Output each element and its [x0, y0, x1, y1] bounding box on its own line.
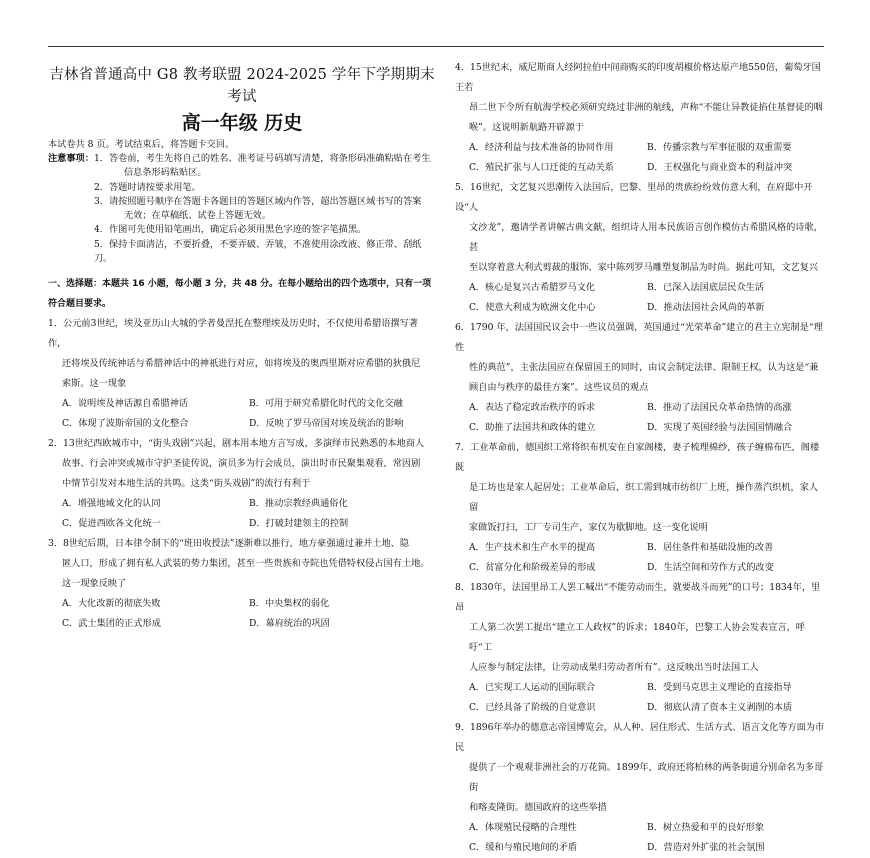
option-grid [48, 594, 436, 634]
answer-option: A．表达了稳定政治秩序的诉求 [469, 402, 596, 413]
answer-option: A．核心是复兴古希腊罗马文化 [469, 282, 596, 293]
notice-block [48, 152, 436, 266]
question [48, 314, 436, 434]
answer-option: D．生活空间和劳作方式的改变 [647, 562, 774, 573]
question-stem-line: 提供了一个观观非洲社会的万花筒。1899年，政府还将柏林的两条街道分别命名为多哥街 [469, 762, 824, 793]
question-stem-line: 2．13世纪西欧城市中，“街头戏剧”兴起，剧本用本地方言写成，多演绎市民熟悉的本地商人 [48, 438, 425, 450]
left-question-list [48, 314, 436, 634]
answer-option: C．殖民扩张与人口迁徙的互动关系 [469, 162, 614, 173]
question-stem-line: 顾自由与秩序的最佳方案”。这些议员的观点 [469, 382, 649, 393]
answer-option: A．经济利益与技术准备的协同作用 [469, 142, 614, 153]
notice-item: 无效；在草稿纸、试卷上答题无效。 [123, 210, 271, 222]
question-stem-line: 索斯。这一现象 [62, 378, 127, 390]
answer-option: D．推动法国社会风尚的革新 [647, 302, 765, 313]
answer-option: A．说明埃及神话源自希腊神话 [62, 398, 189, 410]
question-stem-line: 家做饭打扫，工厂专司生产，家仅为歇脚地。这一变化说明 [469, 522, 708, 533]
question-stem-line: 9．1896年举办的德意志帝国博览会，从人种、居住形式、生活方式、语言文化等方面为市民 [455, 722, 825, 753]
notice-item: 4．作图可先使用铅笔画出，确定后必须用黑色字迹的签字笔描黑。 [93, 224, 367, 236]
answer-option: C．已经具备了阶级的自觉意识 [469, 702, 596, 713]
question-stem-line: 性的典范”，主张法国应在保留国王的同时，由议会制定法律、限制王权，认为这是“兼 [469, 362, 819, 373]
notice-item: 5．保持卡面清洁，不要折叠，不要弄破、弄皱，不准使用涂改液、修正带、刮纸刀。 [93, 238, 422, 265]
answer-option: C．使意大利成为欧洲文化中心 [469, 302, 596, 313]
option-grid [455, 678, 825, 718]
answer-option: B．传播宗教与军事征服的双重需要 [647, 142, 792, 153]
notice-label: 注意事项： [48, 153, 94, 164]
question-stem-line: 是工坊也是家人起居处；工业革命后，织工需到城市纺织厂上班，操作蒸汽织机，家人留 [469, 482, 819, 513]
answer-option: B．受到马克思主义理论的直接指导 [647, 682, 792, 693]
option-grid [455, 278, 825, 318]
answer-option: A．体现殖民侵略的合理性 [469, 822, 577, 833]
question [455, 578, 825, 718]
question-stem-line: 喉”。这说明新航路开辟源于 [469, 122, 584, 133]
answer-option: A．已实现工人运动的国际联合 [469, 682, 596, 693]
answer-option: D．反映了罗马帝国对埃及统治的影响 [249, 418, 404, 430]
answer-option: C．贫富分化和阶级差异的形成 [469, 562, 596, 573]
answer-option: C．武士集团的正式形成 [62, 618, 161, 630]
option-grid [48, 394, 436, 434]
notice-list [94, 152, 436, 266]
right-column [455, 58, 825, 858]
section-heading-line: 一、选择题：本题共 16 小题，每小题 3 分，共 48 分。在每小题给出的四个选项中，只有一项 [48, 279, 432, 290]
question-stem-line: 3．8世纪后期，日本律令制下的“班田收授法”逐渐难以推行，地方豪强通过兼并土地、隐 [48, 538, 410, 550]
question [455, 318, 825, 438]
question-stem-line: 5．16世纪，文艺复兴思潮传入法国后，巴黎、里昂的贵族纷纷效仿意大利，在府邸中开设“人 [455, 182, 813, 213]
option-grid [455, 138, 825, 178]
answer-option: B．中央集权的弱化 [249, 598, 330, 610]
answer-option: A．大化改新的彻底失败 [62, 598, 161, 610]
question-stem-line: 这一现象反映了 [62, 578, 127, 590]
question [455, 58, 825, 178]
answer-option: B．推动了法国民众革命热情的高涨 [647, 402, 792, 413]
answer-option: B．居住条件和基础设施的改善 [647, 542, 774, 553]
top-rule [48, 46, 824, 47]
question-stem-line: 7．工业革命前，德国织工常将织布机安在自家阁楼，妻子梳理棉纱，孩子缠棉布匹，阁楼既 [455, 442, 820, 473]
question-stem-line: 还将埃及传统神话与希腊神话中的神祇进行对应，如将埃及的奥西里斯对应希腊的狄俄尼 [62, 358, 421, 370]
left-column [48, 58, 436, 634]
question [455, 718, 825, 858]
option-grid [455, 538, 825, 578]
answer-option: A．生产技术和生产水平的提高 [469, 542, 596, 553]
question-stem-line: 4．15世纪末，威尼斯商人经阿拉伯中间商购买的印度胡椒价格达原产地550倍，葡萄牙国王若 [455, 62, 821, 93]
answer-option: D．彻底认清了资本主义剥削的本质 [647, 702, 793, 713]
question [455, 178, 825, 318]
question-stem-line: 6．1790 年，法国国民议会中一些议员强调，英国通过“光荣革命”建立的君主立宪制是“理性 [455, 322, 823, 353]
question [48, 534, 436, 634]
question-stem-line: 8．1830年，法国里昂工人罢工喊出“不能劳动而生，就要战斗而死”的口号；1834年，里昂 [455, 582, 821, 613]
option-grid [48, 494, 436, 534]
answer-option: C．助推了法国共和政体的建立 [469, 422, 596, 433]
exam-subtitle: 高一年级 历史 [181, 112, 303, 134]
answer-option: B．推动宗教经典通俗化 [249, 498, 348, 510]
option-grid [455, 818, 825, 858]
answer-option: A．增强地域文化的认同 [62, 498, 161, 510]
option-grid [455, 398, 825, 438]
question [455, 438, 825, 578]
answer-option: B．可用于研究希腊化时代的文化交融 [249, 398, 403, 410]
notice-item: 信息条形码粘贴区。 [123, 167, 207, 179]
answer-option: B．已深入法国底层民众生活 [647, 282, 765, 293]
question-stem-line: 文沙龙”，邀请学者讲解古典文献，组织诗人用本民族语言创作模仿古希腊风格的诗歌，甚 [469, 222, 823, 253]
question-stem-line: 匿人口，形成了拥有私人武装的势力集团，甚至一些贵族和寺院也凭借特权侵占国有土地。 [62, 558, 430, 570]
answer-option: B．树立热爱和平的良好形象 [647, 822, 765, 833]
right-question-list [455, 58, 825, 858]
section-heading [48, 274, 436, 314]
exam-title: 吉林省普通高中 G8 教考联盟 2024-2025 学年下学期期末考试 [49, 67, 435, 105]
answer-option: D．实现了英国经验与法国国情融合 [647, 422, 793, 433]
question-stem-line: 工人第二次罢工提出“建立工人政权”的诉求；1840年，巴黎工人协会发表宣言，呼吁“工 [469, 622, 805, 653]
answer-option: C．体现了波斯帝国的文化整合 [62, 418, 189, 430]
answer-option: D．幕府统治的巩固 [249, 618, 330, 630]
notice-item: 3．请按照题号顺序在答题卡各题目的答题区域内作答，超出答题区域书写的答案 [93, 195, 422, 207]
question-stem-line: 至以穿着意大利式剪裁的服饰、家中陈列罗马雕塑复制品为时尚。据此可知，文艺复兴 [469, 262, 819, 273]
question-stem-line: 昂二世下令所有航海学校必须研究绕过非洲的航线，声称“不能让异教徒掐住基督徒的咽 [469, 102, 823, 113]
answer-option: D．营造对外扩张的社会氛围 [647, 842, 765, 853]
section-heading-line: 符合题目要求。 [48, 299, 112, 310]
question-stem-line: 故事、行会冲突或城市守护圣徒传说，演员多为行会成员，演出时市民聚集观看，常因剧 [62, 458, 421, 470]
answer-option: C．缓和与殖民地间的矛盾 [469, 842, 578, 853]
answer-option: C．促进西欧各文化统一 [62, 518, 161, 530]
question-stem-line: 中情节引发对本地生活的共鸣。这类“街头戏剧”的流行有利于 [62, 478, 311, 490]
intro-text: 本试卷共 8 页。考试结束后，将答题卡交回。 [48, 139, 235, 150]
question-stem-line: 人应参与制定法律，让劳动成果归劳动者所有”。这反映出当时法国工人 [469, 662, 759, 673]
answer-option: D．王权强化与商业资本的利益冲突 [647, 162, 793, 173]
notice-item: 2．答题时请按要求用笔。 [93, 181, 201, 193]
question-stem-line: 和喀麦隆街。德国政府的这些举措 [469, 802, 607, 813]
question-stem-line: 1．公元前3世纪，埃及亚历山大城的学者曼涅托在整理埃及历史时，不仅使用希腊语撰写著作， [48, 318, 419, 350]
answer-option: D．打破封建领主的控制 [249, 518, 349, 530]
notice-item: 1．答卷前，考生先将自己的姓名、准考证号码填写清楚，将条形码准确粘贴在考生 [93, 153, 431, 164]
question [48, 434, 436, 534]
